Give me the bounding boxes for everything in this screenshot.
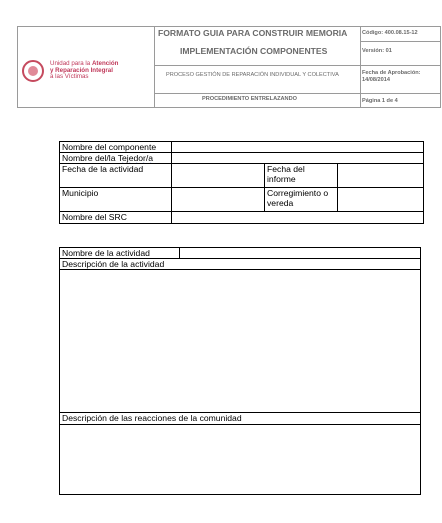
- header-divider: [360, 93, 440, 94]
- table-row: [60, 248, 421, 259]
- component-name-field[interactable]: [172, 142, 424, 153]
- document-version: Versión: 01: [362, 48, 392, 54]
- table-row: [60, 259, 421, 270]
- logo-text: Unidad para la: [50, 60, 92, 68]
- weaver-label-word: Tejedor/a: [117, 153, 154, 163]
- table-row: [60, 413, 421, 425]
- community-reactions-field[interactable]: [60, 425, 421, 495]
- table-row: [60, 270, 421, 413]
- municipality-label: Municipio: [60, 188, 172, 212]
- src-name-label: Nombre del SRC: [60, 212, 172, 224]
- header-divider: [154, 65, 440, 66]
- table-row: [60, 212, 424, 224]
- municipality-field[interactable]: [172, 188, 265, 212]
- report-date-field[interactable]: [338, 164, 424, 188]
- document-code: Código: 400.08.15-12: [362, 30, 418, 36]
- header-divider: [154, 93, 360, 94]
- table-row: [60, 142, 424, 153]
- activity-description-table: [59, 247, 421, 495]
- component-name-label: Nombre del componente: [60, 142, 172, 153]
- activity-name-field[interactable]: [180, 248, 421, 259]
- table-row: [60, 425, 421, 495]
- village-field[interactable]: [338, 188, 424, 212]
- weaver-name-field[interactable]: [172, 153, 424, 164]
- seal-icon: [22, 60, 44, 82]
- page-number: Página 1 de 4: [362, 98, 398, 104]
- table-row: [60, 188, 424, 212]
- unit-logo: [22, 56, 152, 86]
- header-divider: [360, 27, 361, 107]
- table-row: [60, 153, 424, 164]
- activity-date-label: Fecha de la actividad: [60, 164, 172, 188]
- weaver-label-text: Nombre del/la: [62, 153, 118, 163]
- logo-text-bold: y Reparación Integral: [50, 66, 113, 74]
- procedure-name: PROCEDIMIENTO ENTRELAZANDO: [202, 96, 297, 102]
- weaver-name-label: [60, 153, 172, 164]
- logo-text-bold: Atención: [91, 60, 119, 68]
- activity-description-label: Descripción de la actividad: [60, 259, 421, 270]
- document-title: FORMATO GUIA PARA CONSTRUIR MEMORIA: [158, 28, 348, 38]
- report-date-label: Fecha del informe: [265, 164, 338, 188]
- approval-date: 14/08/2014: [362, 77, 390, 83]
- process-name: PROCESO GESTIÓN DE REPARACIÓN INDIVIDUAL Y COLECTIVA: [166, 72, 339, 78]
- approval-label: Fecha de Aprobación:: [362, 70, 421, 76]
- activity-info-table: [59, 141, 424, 224]
- header-divider: [154, 27, 155, 107]
- activity-description-field[interactable]: [60, 270, 421, 413]
- document-subtitle: IMPLEMENTACIÓN COMPONENTES: [180, 46, 328, 56]
- activity-name-label: Nombre de la actividad: [60, 248, 180, 259]
- community-reactions-label: Descripción de las reacciones de la comunidad: [60, 413, 421, 425]
- activity-date-field[interactable]: [172, 164, 265, 188]
- logo-text: a las Víctimas: [50, 73, 89, 81]
- header-divider: [360, 41, 440, 42]
- village-label: Corregimiento o vereda: [265, 188, 338, 212]
- src-name-field[interactable]: [172, 212, 424, 224]
- table-row: [60, 164, 424, 188]
